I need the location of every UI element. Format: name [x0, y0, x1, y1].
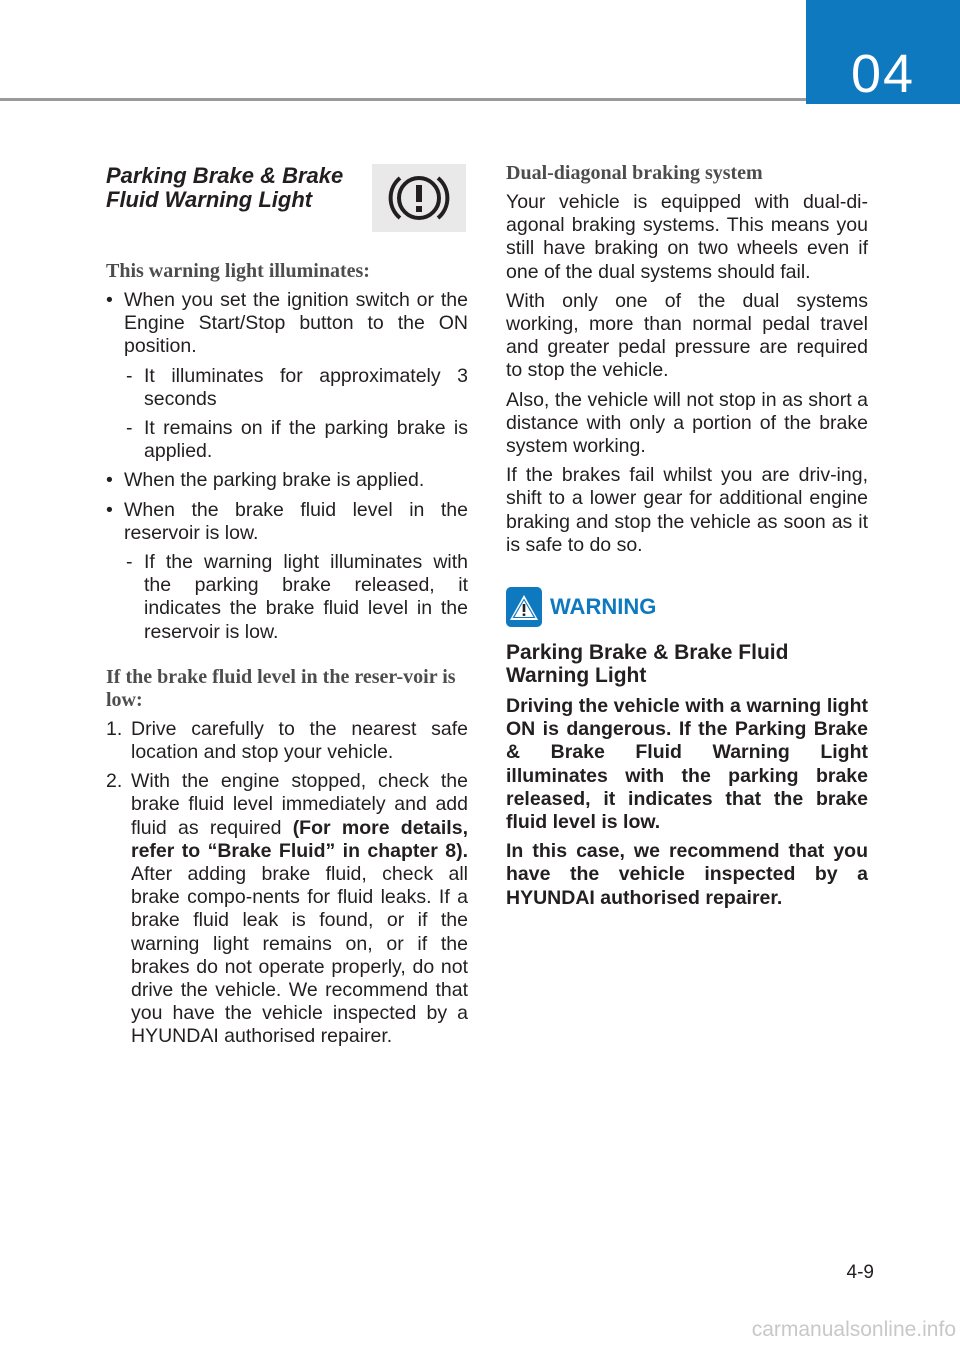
right-column: [506, 160, 868, 916]
list-item: - If the warning light illuminates with the parking brake released, it indicates the brake fluid level in the reservoir is low.: [106, 551, 468, 644]
step-text: After adding brake fluid, check all brake compo-nents for fluid leaks. If a brake fluid leak is found, or if the warning light remains on, or if the brakes do not operate properly, do not drive the vehicle. We recommend that you have the vehicle inspected by a HYUNDAI authorised repairer.: [131, 863, 468, 1048]
list-item: - It remains on if the parking brake is applied.: [106, 417, 468, 463]
warning-paragraph: In this case, we recommend that you have the vehicle inspected by a HYUNDAI authorised repairer.: [506, 840, 868, 909]
chapter-tab: 04: [806, 0, 960, 104]
low-fluid-heading: If the brake fluid level in the reser-voir is low:: [106, 665, 456, 711]
section-title: Parking Brake & Brake Fluid Warning Light: [106, 163, 344, 212]
paragraph: With only one of the dual systems working, more than normal pedal travel and greater pedal pressure are required to stop the vehicle.: [506, 289, 868, 382]
left-column: [106, 160, 468, 1055]
warning-title: Parking Brake & Brake Fluid Warning Light: [506, 641, 789, 688]
warning-body: [506, 695, 868, 910]
step-number: 2.: [106, 770, 123, 793]
warning-header: [506, 587, 868, 627]
warning-label: WARNING: [550, 594, 657, 620]
chapter-reference: (For more details, refer to “Brake Fluid” in chapter 8).: [131, 816, 468, 862]
paragraph: If the brakes fail whilst you are driv-ing, shift to a lower gear for additional engine braking and stop the vehicle as soon as it is safe to do so.: [506, 464, 868, 556]
warning-triangle-icon: [506, 587, 542, 627]
illuminates-list: [106, 289, 468, 644]
step-text: Drive carefully to the nearest safe location and stop your vehicle.: [131, 717, 468, 764]
paragraph: Your vehicle is equipped with dual-di-agonal braking systems. This means you still have braking on two wheels even if one of the dual systems should fail.: [506, 191, 868, 283]
low-fluid-steps: [106, 718, 468, 1049]
step-text: With the engine stopped, check the brake fluid level immediately and add fluid as required: [131, 770, 468, 839]
paragraph: Also, the vehicle will not stop in as short a distance with only a portion of the brake system working.: [506, 388, 868, 458]
list-item: [106, 718, 468, 764]
brake-warning-icon: [372, 164, 466, 232]
list-item: • When the parking brake is applied.: [106, 469, 468, 492]
warning-paragraph: Driving the vehicle with a warning light ON is dangerous. If the Parking Brake & Brake Fluid Warning Light illuminates with the parking brake released, it indicates that the brake fluid level is low.: [506, 695, 868, 834]
list-item: • When the brake fluid level in the reservoir is low.: [106, 499, 468, 545]
dual-diagonal-heading: Dual-diagonal braking system: [506, 162, 763, 184]
list-item: • When you set the ignition switch or the Engine Start/Stop button to the ON position.: [106, 289, 468, 359]
watermark: carmanualsonline.info: [751, 1318, 956, 1341]
illuminates-heading: This warning light illuminates:: [106, 260, 370, 282]
section-title-row: [106, 160, 468, 246]
header-rule: [0, 98, 806, 101]
step-number: 1.: [106, 717, 123, 740]
list-item: - It illuminates for approximately 3 seconds: [106, 365, 468, 411]
page-number: 4-9: [846, 1262, 874, 1283]
list-item: [106, 770, 468, 1048]
